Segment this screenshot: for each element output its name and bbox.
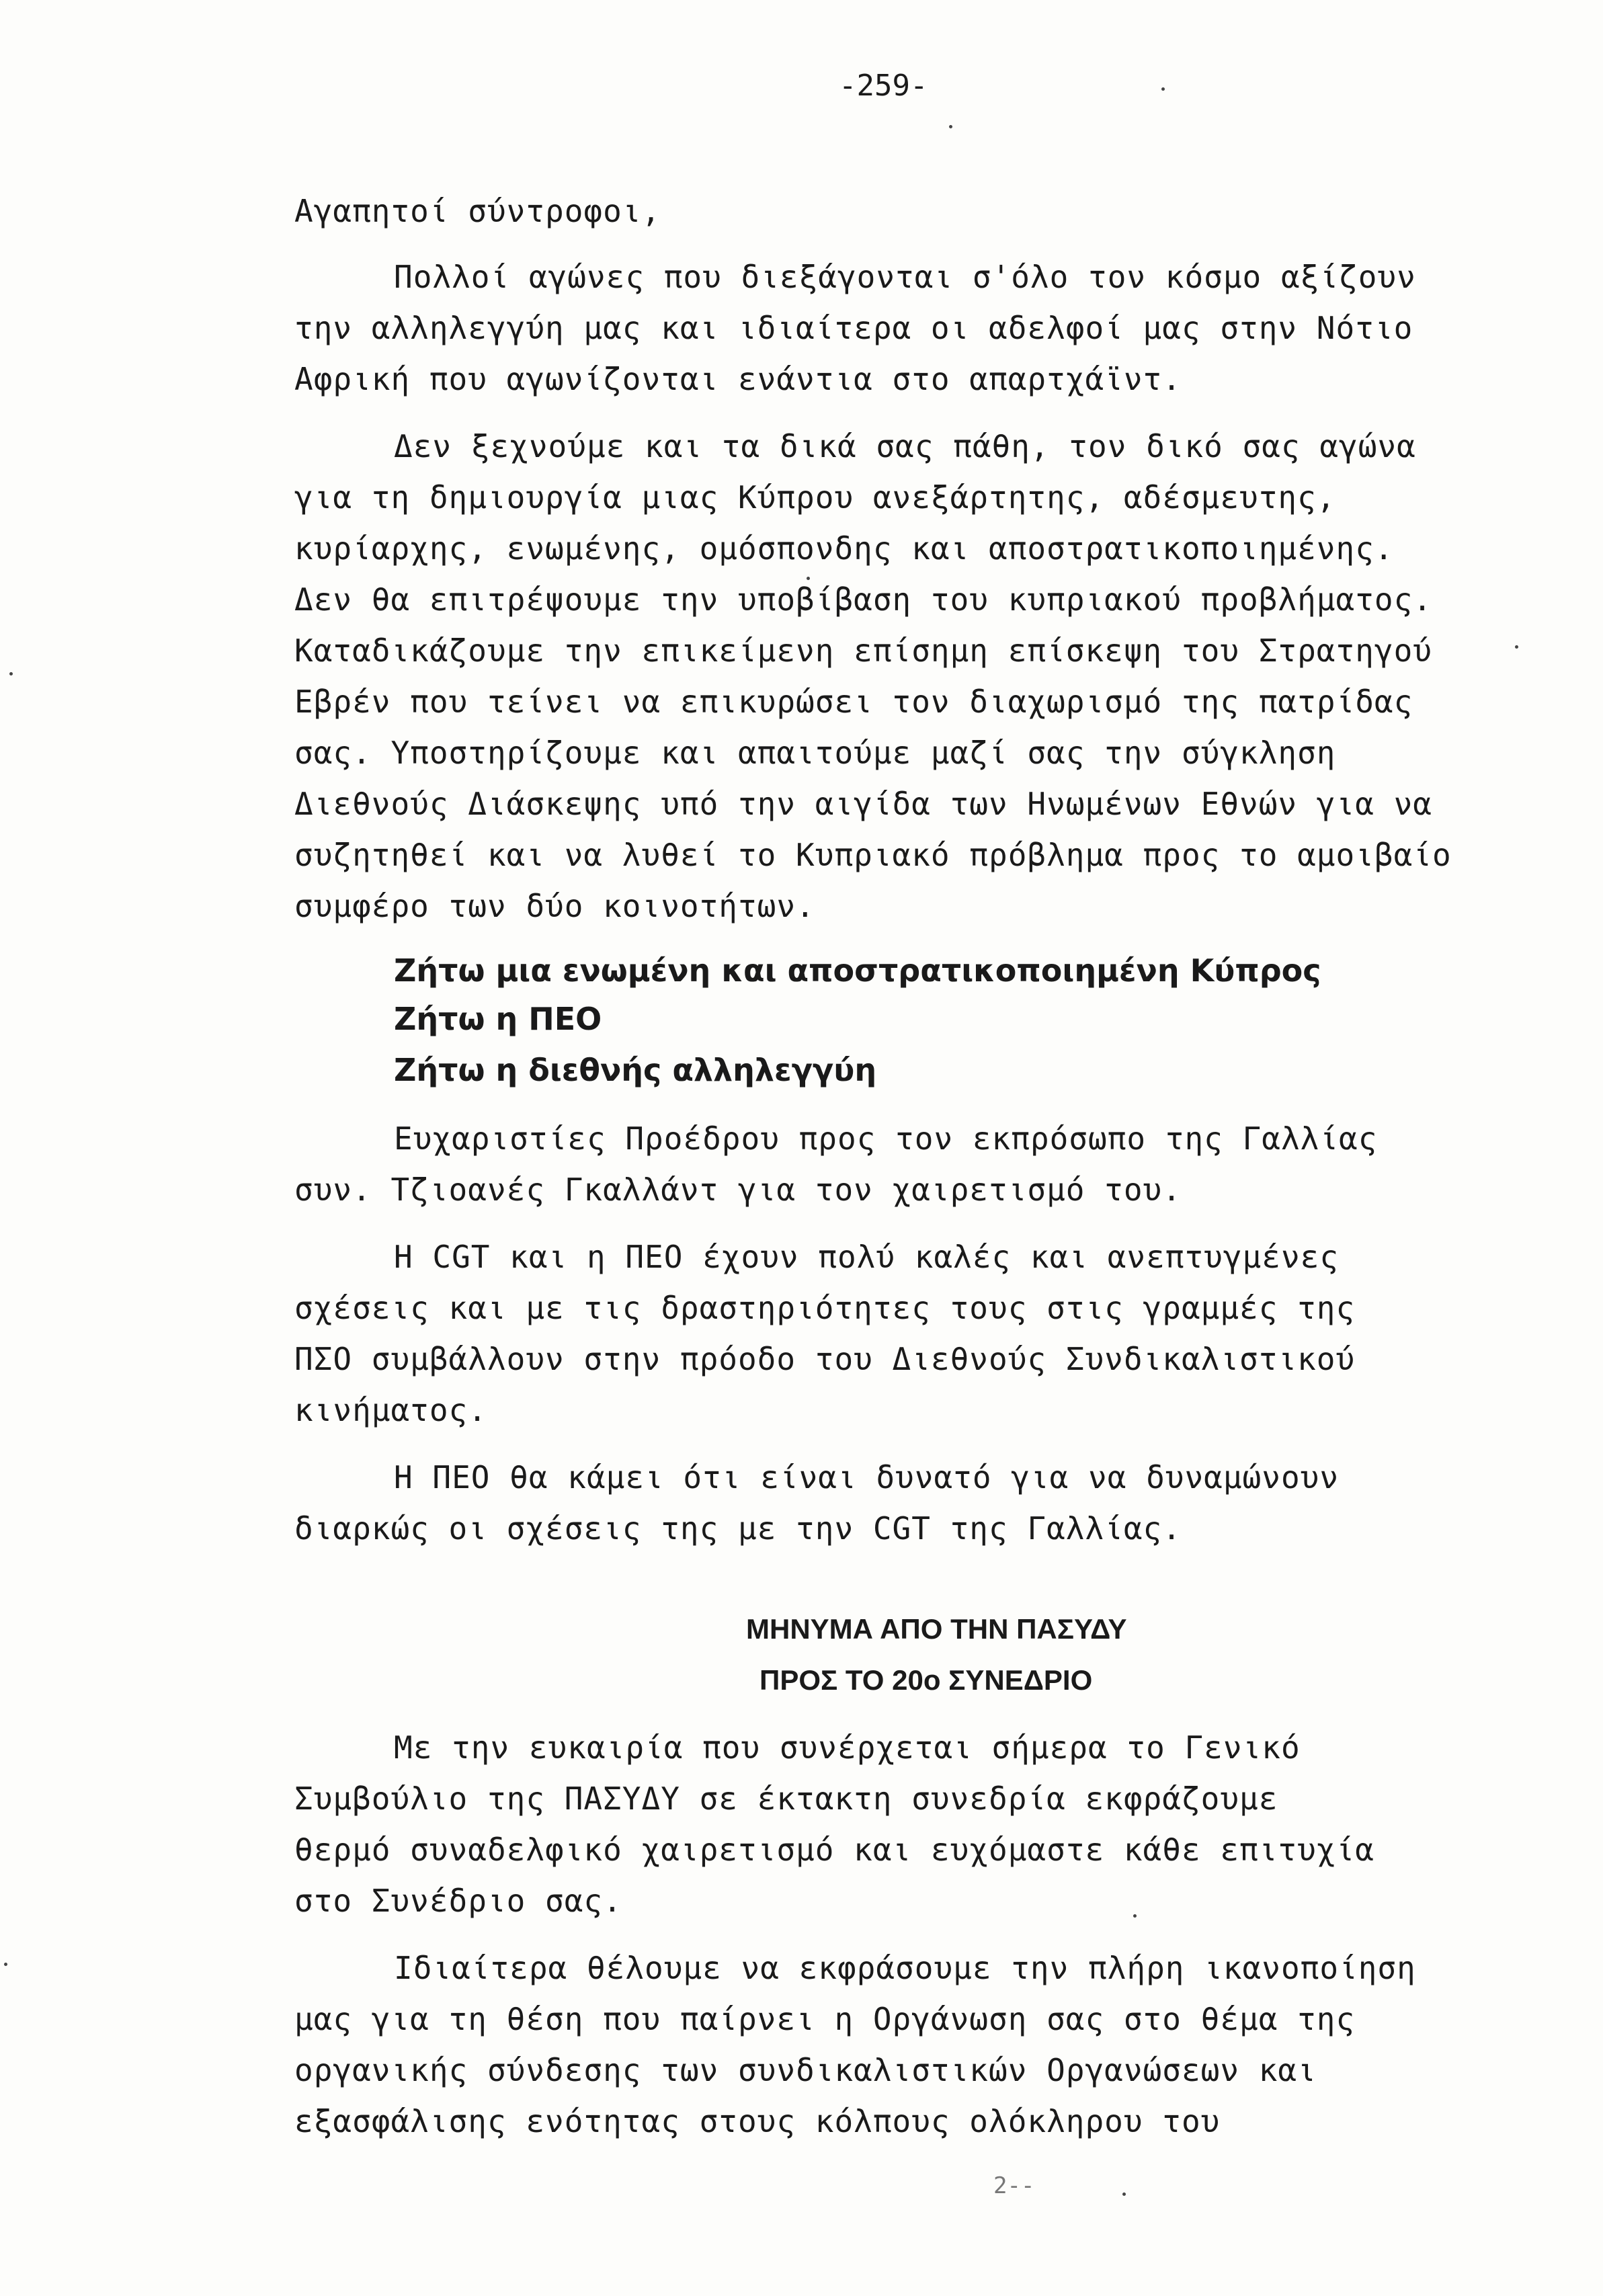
- scan-speck: [1515, 645, 1518, 649]
- paragraph-4-line-3: ΠΣΟ συμβάλλουν στην πρόοδο του Διεθνούς Συνδικαλιστικού: [294, 1341, 1356, 1377]
- paragraph-3-line-1: Ευχαριστίες Προέδρου προς τον εκπρόσωπο της Γαλλίας: [394, 1120, 1378, 1157]
- paragraph-5-line-2: διαρκώς οι σχέσεις της με την CGT της Γαλλίας.: [294, 1510, 1182, 1547]
- paragraph-6-line-1: Με την ευκαιρία που συνέρχεται σήμερα το Γενικό: [394, 1729, 1301, 1766]
- paragraph-2-line-8: Διεθνούς Διάσκεψης υπό την αιγίδα των Ηνωμένων Εθνών για να: [294, 786, 1432, 822]
- paragraph-2-line-4: Δεν θα επιτρέψουμε την υποβίβαση του κυπριακού προβλήματος.: [294, 581, 1432, 618]
- slogan-1: Ζήτω μια ενωμένη και αποστρατικοποιημένη Κύπρος: [394, 952, 1321, 989]
- scan-speck: [1122, 2192, 1126, 2196]
- scan-speck: [1133, 1914, 1137, 1918]
- paragraph-1-line-2: την αλληλεγγύη μας και ιδιαίτερα οι αδελφοί μας στην Νότιο: [294, 310, 1413, 346]
- slogan-3: Ζήτω η διεθνής αλληλεγγύη: [394, 1052, 877, 1088]
- paragraph-6-line-3: θερμό συναδελφικό χαιρετισμό και ευχόμαστε κάθε επιτυχία: [294, 1832, 1374, 1868]
- paragraph-2-line-10: συμφέρο των δύο κοινοτήτων.: [294, 888, 815, 924]
- scan-speck: [4, 1963, 7, 1966]
- paragraph-7-line-3: οργανικής σύνδεσης των συνδικαλιστικών Οργανώσεων και: [294, 2052, 1317, 2088]
- paragraph-7-line-2: μας για τη θέση που παίρνει η Οργάνωση σας στο θέμα της: [294, 2001, 1356, 2037]
- paragraph-2-line-7: σας. Υποστηρίζουμε και απαιτούμε μαζί σας την σύγκληση: [294, 735, 1336, 771]
- paragraph-6-line-4: στο Συνέδριο σας.: [294, 1883, 622, 1919]
- paragraph-5-line-1: Η ΠΕΟ θα κάμει ότι είναι δυνατό για να δυναμώνουν: [394, 1459, 1340, 1495]
- slogan-2: Ζήτω η ΠΕΟ: [394, 1001, 602, 1037]
- paragraph-3-line-2: συν. Τζιοανές Γκαλλάντ για τον χαιρετισμό του.: [294, 1172, 1182, 1208]
- paragraph-4-line-2: σχέσεις και με τις δραστηριότητες τους στις γραμμές της: [294, 1290, 1356, 1326]
- scan-speck: [807, 577, 810, 580]
- page-number: -259-: [839, 69, 928, 103]
- paragraph-2-line-5: Καταδικάζουμε την επικείμενη επίσημη επίσκεψη του Στρατηγού: [294, 632, 1432, 669]
- paragraph-2-line-3: κυρίαρχης, ενωμένης, ομόσπονδης και αποστρατικοποιημένης.: [294, 530, 1394, 567]
- greeting: Αγαπητοί σύντροφοι,: [294, 193, 661, 229]
- paragraph-4-line-4: κινήματος.: [294, 1392, 487, 1428]
- footer-mark: 2--: [993, 2172, 1035, 2199]
- paragraph-7-line-4: εξασφάλισης ενότητας στους κόλπους ολόκληρου του: [294, 2103, 1221, 2139]
- scan-speck: [949, 125, 952, 128]
- section-heading-line-2: ΠΡΟΣ ΤΟ 20ο ΣΥΝΕΔΡΙΟ: [759, 1664, 1093, 1696]
- paragraph-2-line-9: συζητηθεί και να λυθεί το Κυπριακό πρόβλημα προς το αμοιβαίο: [294, 837, 1452, 873]
- paragraph-2-line-1: Δεν ξεχνούμε και τα δικά σας πάθη, τον δικό σας αγώνα: [394, 428, 1416, 464]
- section-heading-line-1: ΜΗΝΥΜΑ ΑΠΟ ΤΗΝ ΠΑΣΥΔΥ: [746, 1613, 1127, 1645]
- scan-speck: [1161, 87, 1165, 91]
- scan-speck: [9, 672, 13, 675]
- paragraph-6-line-2: Συμβούλιο της ΠΑΣΥΔΥ σε έκτακτη συνεδρία εκφράζουμε: [294, 1780, 1278, 1817]
- paragraph-7-line-1: Ιδιαίτερα θέλουμε να εκφράσουμε την πλήρη ικανοποίηση: [394, 1950, 1416, 1986]
- paragraph-2-line-6: Εβρέν που τείνει να επικυρώσει τον διαχωρισμό της πατρίδας: [294, 684, 1413, 720]
- paragraph-1-line-3: Αφρική που αγωνίζονται ενάντια στο απαρτχάϊντ.: [294, 361, 1182, 397]
- paragraph-4-line-1: Η CGT και η ΠΕΟ έχουν πολύ καλές και ανεπτυγμένες: [394, 1239, 1340, 1275]
- paragraph-2-line-2: για τη δημιουργία μιας Κύπρου ανεξάρτητης, αδέσμευτης,: [294, 479, 1336, 516]
- paragraph-1-line-1: Πολλοί αγώνες που διεξάγονται σ'όλο τον κόσμο αξίζουν: [394, 259, 1416, 295]
